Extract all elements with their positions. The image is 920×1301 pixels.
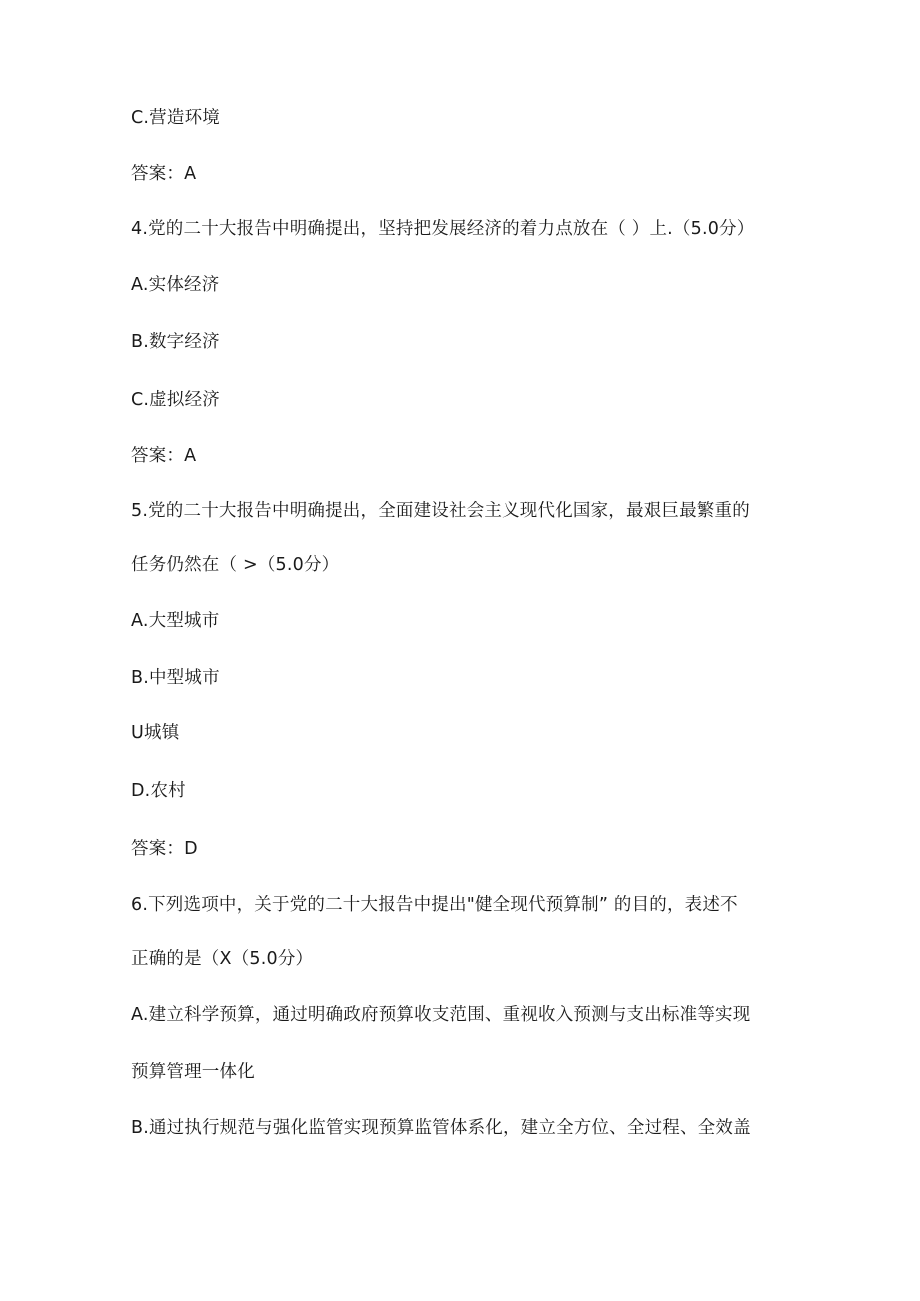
option-d-q5: D.农村 [131, 781, 186, 801]
answer-q4: 答案：A [131, 446, 197, 466]
question-6-line-2: 正确的是（X（5.0分） [131, 949, 314, 969]
answer-q5: 答案：D [131, 839, 198, 859]
option-a-q6-line-2: 预算管理一体化 [131, 1062, 255, 1082]
question-5-line-2: 任务仍然在（ >（5.0分） [131, 555, 340, 575]
option-a-q5: A.大型城市 [131, 611, 220, 631]
question-5-line-1: 5.党的二十大报告中明确提出，全面建设社会主义现代化国家，最艰巨最繁重的 [131, 501, 750, 521]
option-b-q6: B.通过执行规范与强化监管实现预算监管体系化，建立全方位、全过程、全效盖 [131, 1118, 751, 1138]
option-a-q4: A.实体经济 [131, 275, 220, 295]
option-b-q4: B.数字经济 [131, 332, 220, 352]
option-c-q4: C.虚拟经济 [131, 390, 220, 410]
option-b-q5: B.中型城市 [131, 668, 220, 688]
question-6-line-1: 6.下列选项中，关于党的二十大报告中提出"健全现代预算制” 的目的，表述不 [131, 895, 738, 915]
question-4: 4.党的二十大报告中明确提出，坚持把发展经济的着力点放在（ ）上.（5.0分） [131, 219, 755, 239]
answer-q3: 答案：A [131, 164, 197, 184]
option-a-q6-line-1: A.建立科学预算，通过明确政府预算收支范围、重视收入预测与支出标准等实现 [131, 1005, 751, 1025]
option-c-q3: C.营造环境 [131, 108, 220, 128]
option-c-q5: U城镇 [131, 723, 180, 743]
